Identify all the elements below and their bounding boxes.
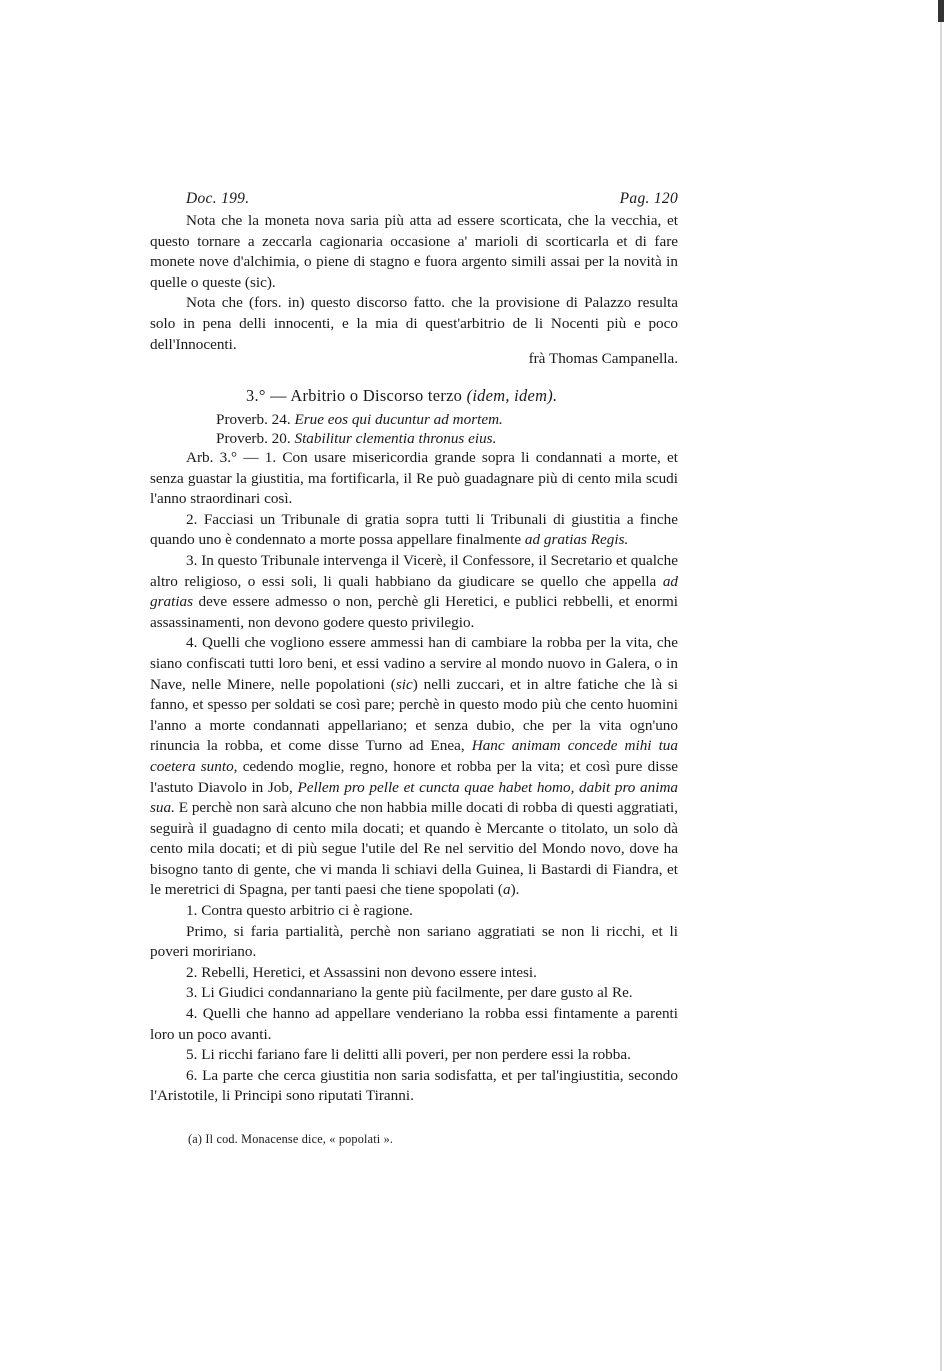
opening-notes	[150, 211, 678, 355]
paragraph-3-latin: ad gratias	[150, 572, 679, 611]
note-paragraph-1: Nota che la moneta nova saria più atta ad essere scorticata, che la vecchia, et questo tornare a zeccarla cagionaria occasione a' marioli di scorticarla et di fare monete nove d'alchimia, o piene di stagno e fuora argento simili assai per la novità in quelle o queste (sic).	[150, 212, 678, 291]
epigraph-2	[216, 430, 496, 448]
paragraph-4-text-d: E perchè non sarà alcuno che non habbia mille docati di robba di questi aggratiati, seguirà il guadagno di cento mila docati; et quando è Mercante o titolato, un solo dà cento mila docati; et di più segue l'utile del Re nel servitio del Mondo novo, dove ha bisogno tanto di gente, che vi manda li schiavi della Guinea, li Bastardi di Fiandra, et le meretrici di Spagna, per tanti paesi che tiene spopolati (	[150, 799, 679, 899]
paragraph-4-note-ref: a	[502, 881, 511, 899]
epigraph-1-text: Erue eos qui ducuntur ad mortem.	[294, 411, 503, 428]
section-title	[246, 386, 557, 406]
doc-number: Doc. 199.	[186, 190, 250, 207]
paragraph-4-text-e: ).	[510, 881, 520, 899]
epigraph-1-ref: Proverb. 24.	[216, 411, 291, 428]
contra-3: 3. Li Giudici condannariano la gente più facilmente, per dare gusto al Re.	[186, 984, 633, 1002]
paragraph-4-sic: sic	[395, 675, 413, 693]
contra-5: 5. Li ricchi fariano fare li delitti alli poveri, per non perdere essi la robba.	[186, 1046, 631, 1064]
paragraph-4-text-a: 4. Quelli che vogliono essere ammessi han di cambiare la robba per la vita, che siano confiscati tutti loro beni, et essi vadino a servire al mondo nuovo in Galera, o in Nave, nelle Minere, nelle popolationi (	[150, 634, 678, 693]
paragraph-4	[150, 633, 678, 901]
epigraph-2-text: Stabilitur clementia thronus eius.	[294, 430, 497, 447]
paragraph-1: Arb. 3.° — 1. Con usare misericordia grande sopra li condannati a morte, et senza guastar la giustitia, ma fortificarla, il Re può guadagnare più di cento mila scudi l'anno straordinari così.	[150, 449, 678, 508]
contra-6: 6. La parte che cerca giustitia non saria sodisfatta, et per tal'ingiustitia, secondo l'Aristotile, li Principi sono riputati Tiranni.	[150, 1066, 678, 1105]
section-title-italic: (idem, idem).	[466, 386, 558, 405]
paragraph-4-text-b: ) nelli zuccari, et in altre fatiche che là si fanno, et spesso per soldati se così pare; perchè in questo modo più che cento huomini l'anno a morte condannati appellariano; et senza dubio, che per la vita ogn'uno rinuncia la robba, et come disse Turno ad Enea,	[150, 675, 679, 755]
arbitrio-body	[150, 448, 678, 1107]
paragraph-3-text-b: deve essere admesso o non, perchè gli Heretici, e publici rebbelli, et enormi assassinamenti, non devono godere questo privilegio.	[150, 593, 678, 631]
paragraph-2-text: 2. Facciasi un Tribunale di gratia sopra tutti li Tribunali di giustitia a finche quando uno è condennato a morte possa appellare finalmente	[150, 510, 678, 549]
contra-1: Primo, si faria partialità, perchè non sariano aggratiati se non li ricchi, et li poveri moririano.	[150, 922, 678, 961]
section-title-main: 3.° — Arbitrio o Discorso terzo	[246, 386, 463, 405]
epigraph-2-ref: Proverb. 20.	[216, 430, 291, 447]
paragraph-2-latin: ad gratias Regis.	[524, 531, 629, 549]
paragraph-2	[150, 510, 678, 551]
paragraph-4-quote-2: Pellem pro pelle et cuncta quae habet homo, dabit pro anima sua.	[150, 778, 679, 817]
page-number: Pag. 120	[619, 190, 678, 207]
footnote: (a) Il cod. Monacense dice, « popolati ».	[188, 1132, 394, 1146]
contra-heading: 1. Contra questo arbitrio ci è ragione.	[186, 902, 413, 920]
paragraph-3	[150, 551, 678, 633]
contra-2: 2. Rebelli, Heretici, et Assassini non devono essere intesi.	[186, 963, 537, 981]
paragraph-4-quote-1: Hanc animam concede mihi tua coetera sunto,	[150, 737, 678, 775]
note-paragraph-2: Nota che (fors. in) questo discorso fatto. che la provisione di Palazzo resulta solo in pena delli innocenti, e la mia di quest'arbitrio de li Nocenti più e poco dell'Innocenti.	[150, 294, 678, 353]
signature: frà Thomas Campanella.	[528, 350, 678, 367]
paragraph-4-text-c: cedendo moglie, regno, honore et robba per la vita; et così pure disse l'astuto Diavolo in Job,	[150, 757, 679, 796]
contra-4: 4. Quelli che hanno ad appellare venderiano la robba essi fintamente a parenti loro un poco avanti.	[150, 1005, 678, 1043]
epigraph-1	[216, 411, 503, 429]
paragraph-3-text-a: 3. In questo Tribunale intervenga il Vicerè, il Confessore, il Secretario et qualche altro religioso, o essi soli, li quali habbiano da giudicare se quello che appella	[150, 551, 678, 590]
